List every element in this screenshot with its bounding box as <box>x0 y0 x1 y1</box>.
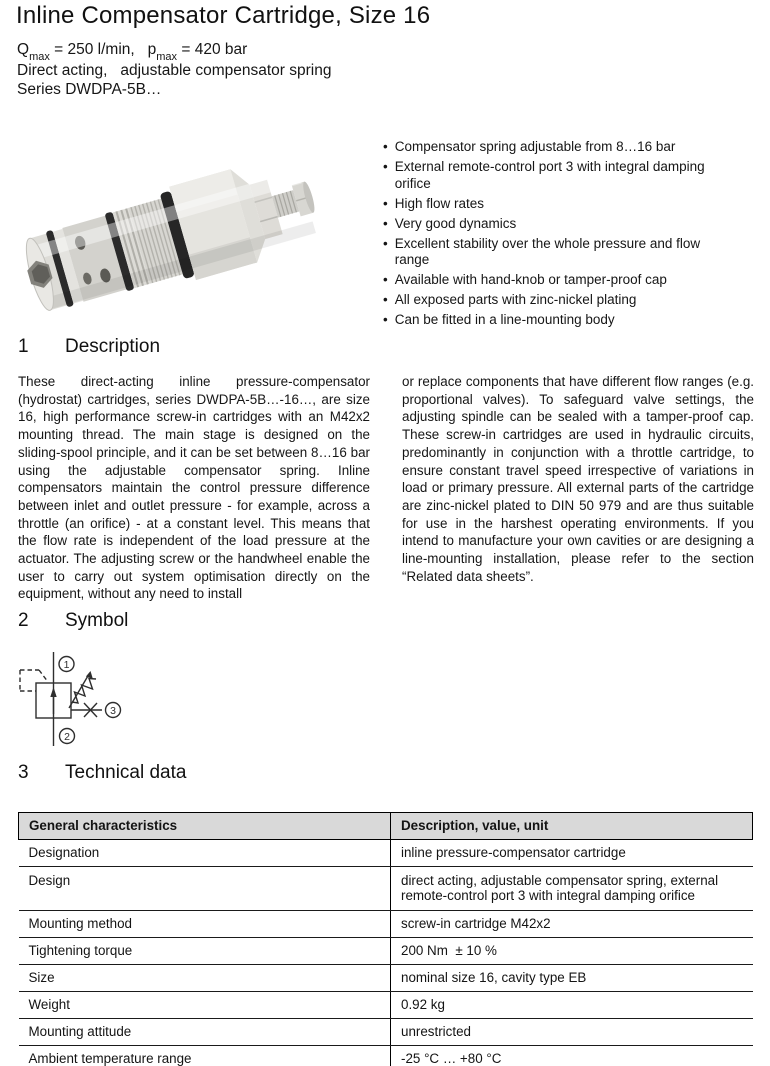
section-title: Description <box>65 336 161 357</box>
port-2-label: 2 <box>64 730 70 743</box>
table-header-characteristics: General characteristics <box>19 813 391 840</box>
feature-text: External remote-control port 3 with integral damping orifice <box>394 158 705 191</box>
table-row <box>19 911 753 938</box>
pilot-line <box>20 670 48 691</box>
table-header-row <box>19 813 753 840</box>
section-title: Symbol <box>65 610 129 631</box>
feature-item <box>383 139 713 156</box>
value-cell: 0.92 kg <box>391 992 753 1019</box>
bullet-icon: • <box>383 158 388 174</box>
hydraulic-symbol <box>14 649 130 749</box>
characteristic-cell: Weight <box>19 992 391 1019</box>
feature-item <box>383 159 713 193</box>
q-subscript: max <box>29 51 50 64</box>
value-cell: unrestricted <box>391 1019 753 1046</box>
bullet-icon: • <box>383 215 388 231</box>
product-photo <box>16 136 324 338</box>
characteristic-cell: Tightening torque <box>19 938 391 965</box>
table-header-description: Description, value, unit <box>391 813 753 840</box>
bullet-icon: • <box>383 235 388 251</box>
value-cell: screw-in cartridge M42x2 <box>391 911 753 938</box>
table-row <box>19 938 753 965</box>
p-subscript: max <box>156 51 178 64</box>
table-row <box>19 1046 753 1066</box>
section-symbol-heading <box>18 610 128 632</box>
bullet-icon: • <box>383 312 388 328</box>
section-description-heading <box>18 336 160 358</box>
table-row <box>19 965 753 992</box>
value-cell: -25 °C … +80 °C <box>391 1046 753 1066</box>
feature-text: Available with hand-knob or tamper-proof cap <box>394 272 667 288</box>
feature-item <box>383 216 713 233</box>
feature-text: Can be fitted in a line-mounting body <box>394 312 615 328</box>
table-row <box>19 867 753 911</box>
characteristic-cell: Mounting method <box>19 911 391 938</box>
bullet-icon: • <box>383 292 388 308</box>
bullet-icon: • <box>383 195 388 211</box>
port-3-label: 3 <box>110 704 116 717</box>
feature-item <box>383 236 713 270</box>
section-number: 3 <box>18 762 29 783</box>
feature-text: Very good dynamics <box>394 215 517 231</box>
table-row <box>19 1019 753 1046</box>
characteristic-cell: Design <box>19 867 391 911</box>
value-cell: inline pressure-compensator cartridge <box>391 840 753 867</box>
spec-line-acting: Direct acting, adjustable compensator spring <box>17 62 332 79</box>
q-value: = 250 l/min, <box>49 41 148 58</box>
p-symbol: p <box>147 41 157 58</box>
technical-data-table <box>18 812 753 1066</box>
section-number: 2 <box>18 610 29 631</box>
features-list <box>383 139 713 332</box>
bullet-icon: • <box>383 272 388 288</box>
description-columns <box>18 373 754 603</box>
p-value: = 420 bar <box>177 41 248 58</box>
feature-text: High flow rates <box>394 195 485 211</box>
table-row <box>19 992 753 1019</box>
characteristic-cell: Size <box>19 965 391 992</box>
feature-text: Excellent stability over the whole pressure and flow range <box>394 235 701 268</box>
spec-line-series: Series DWDPA-5B… <box>17 81 162 98</box>
feature-item <box>383 272 713 289</box>
section-number: 1 <box>18 336 29 357</box>
table-row <box>19 840 753 867</box>
q-symbol: Q <box>17 41 30 58</box>
value-cell: nominal size 16, cavity type EB <box>391 965 753 992</box>
feature-item <box>383 196 713 213</box>
description-column-right: or replace components that have different flow ranges (e.g. proportional valves). To safeguard valve settings, the adjusting spindle can be sealed with a tamper-proof cap. These screw-in cartridges are used in hydraulic circuits, predominantly in conjunction with a throttle cartridge, to ensure constant travel speed irrespective of variations in load or primary pressure. All external parts of the cartridge are zinc-nickel plated to DIN 50 979 and are thus suitable for use in the harshest operating environments. If you intend to manufacture your own cavities or are designing a line-mounting installation, please refer to the section “Related data sheets”. <box>402 374 754 584</box>
description-column-left: These direct-acting inline pressure-compensator (hydrostat) cartridges, series DWDPA-5B…-16…, are size 16, high performance screw-in cartridges with an M42x2 mounting thread. The main stage is designed on the sliding-spool principle, and it can be set between 8…16 bar using the adjustable compensator spring. Inline compensators maintain the control pressure difference between inlet and outlet pressure - for example, across a throttle (an orifice) - at a constant level. This means that the flow rate is independent of the load pressure at the actuator. The adjusting screw or the handwheel enable the user to carry out system optimisation directly on the equipment, without any need to install <box>18 374 370 602</box>
section-technical-heading <box>18 762 186 784</box>
port-1-label: 1 <box>63 658 70 671</box>
section-title: Technical data <box>65 762 187 783</box>
spec-line-qp <box>17 41 248 64</box>
characteristic-cell: Mounting attitude <box>19 1019 391 1046</box>
value-cell: direct acting, adjustable compensator spring, external remote-control port 3 with integral damping orifice <box>391 867 753 911</box>
feature-text: Compensator spring adjustable from 8…16 bar <box>394 139 676 154</box>
feature-item <box>383 312 713 329</box>
characteristic-cell: Ambient temperature range <box>19 1046 391 1066</box>
table-body <box>19 840 753 1066</box>
bullet-icon: • <box>383 139 388 154</box>
feature-item <box>383 292 713 309</box>
characteristic-cell: Designation <box>19 840 391 867</box>
value-cell: 200 Nm ± 10 % <box>391 938 753 965</box>
page-title: Inline Compensator Cartridge, Size 16 <box>16 2 431 29</box>
feature-text: All exposed parts with zinc-nickel plating <box>394 292 637 308</box>
